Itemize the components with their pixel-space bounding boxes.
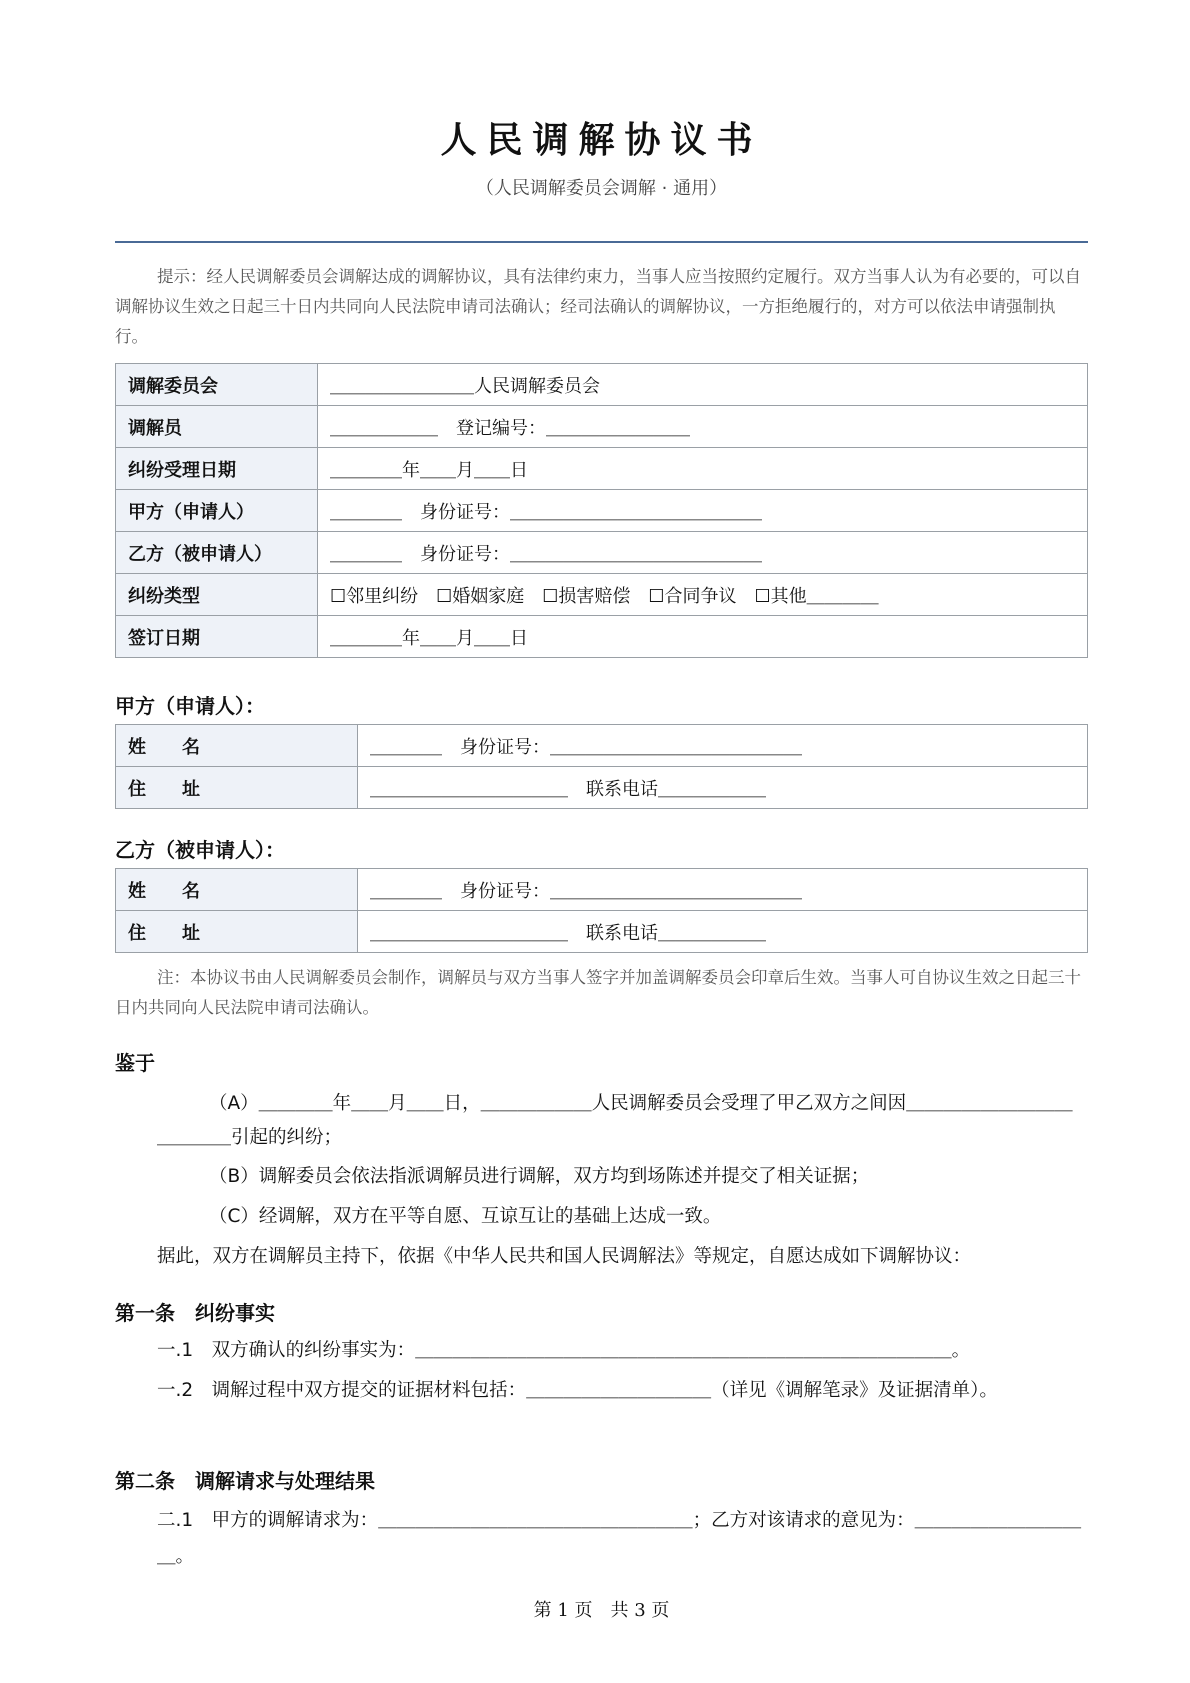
page-footer: 第 1 页 共 3 页 [533,1600,670,1621]
row-value: ＿＿＿＿年＿＿月＿＿日 [318,448,1088,490]
mediation-info-table [115,363,1088,658]
table-row [116,767,1088,809]
row-label: 调解委员会 [116,364,318,406]
whereas-clause-b: （B）调解委员会依法指派调解员进行调解，双方均到场陈述并提交了相关证据； [209,1166,870,1187]
row-value: ＿＿＿＿＿＿＿＿＿＿＿ 联系电话＿＿＿＿＿＿ [358,911,1088,953]
table-row [116,490,1088,532]
article-1-clause-1: 一.1 双方确认的纠纷事实为：＿＿＿＿＿＿＿＿＿＿＿＿＿＿＿＿＿＿＿＿＿＿＿＿＿＿＿＿＿。 [157,1340,971,1361]
table-row [116,574,1088,616]
row-value: ☐邻里纠纷 ☐婚姻家庭 ☐损害赔偿 ☐合同争议 ☐其他＿＿＿＿ [318,574,1088,616]
row-label: 甲方（申请人） [116,490,318,532]
article-2-clause-1: 二.1 甲方的调解请求为：＿＿＿＿＿＿＿＿＿＿＿＿＿＿＿＿＿；乙方对该请求的意见为：＿＿＿＿＿＿＿＿＿＿。 [157,1510,1082,1567]
document-subtitle: （人民调解委员会调解 · 通用） [475,178,728,199]
table-row [116,725,1088,767]
row-label: 姓 名 [116,725,358,767]
table-row [116,869,1088,911]
tip-paragraph: 提示：经人民调解委员会调解达成的调解协议，具有法律约束力，当事人应当按照约定履行。双方当事人认为有必要的，可以自调解协议生效之日起三十日内共同向人民法院申请司法确认；经司法确认的调解协议，一方拒绝履行的，对方可以依法申请强制执行。 [115,267,1081,346]
row-value: ＿＿＿＿ 身份证号：＿＿＿＿＿＿＿＿＿＿＿＿＿＿ [358,725,1088,767]
article-1-clause-2: 一.2 调解过程中双方提交的证据材料包括：＿＿＿＿＿＿＿＿＿＿（详见《调解笔录》及证据清单）。 [157,1380,998,1401]
table-row [116,406,1088,448]
article-1-heading: 第一条 纠纷事实 [115,1301,275,1325]
whereas-heading: 鉴于 [115,1051,155,1075]
row-value: ＿＿＿＿＿＿ 登记编号：＿＿＿＿＿＿＿＿ [318,406,1088,448]
whereas-conclusion: 据此，双方在调解员主持下，依据《中华人民共和国人民调解法》等规定，自愿达成如下调解协议： [157,1246,972,1267]
table-row [116,448,1088,490]
row-value: ＿＿＿＿ 身份证号：＿＿＿＿＿＿＿＿＿＿＿＿＿＿ [318,532,1088,574]
document-title: 人民调解协议书 [440,120,763,161]
note-paragraph: 注：本协议书由人民调解委员会制作，调解员与双方当事人签字并加盖调解委员会印章后生效。当事人可自协议生效之日起三十日内共同向人民法院申请司法确认。 [115,968,1081,1017]
row-label: 住 址 [116,911,358,953]
table-row [116,364,1088,406]
row-label: 姓 名 [116,869,358,911]
row-value: ＿＿＿＿＿＿＿＿人民调解委员会 [318,364,1088,406]
table-row [116,911,1088,953]
row-value: ＿＿＿＿ 身份证号：＿＿＿＿＿＿＿＿＿＿＿＿＿＿ [318,490,1088,532]
party-a-table [115,724,1088,809]
row-label: 住 址 [116,767,358,809]
table-row [116,532,1088,574]
table-row [116,616,1088,658]
party-a-heading: 甲方（申请人）： [115,694,265,718]
row-value: ＿＿＿＿＿＿＿＿＿＿＿ 联系电话＿＿＿＿＿＿ [358,767,1088,809]
article-2-heading: 第二条 调解请求与处理结果 [115,1469,375,1493]
row-label: 签订日期 [116,616,318,658]
row-label: 乙方（被申请人） [116,532,318,574]
row-value: ＿＿＿＿ 身份证号：＿＿＿＿＿＿＿＿＿＿＿＿＿＿ [358,869,1088,911]
row-label: 纠纷类型 [116,574,318,616]
row-label: 调解员 [116,406,318,448]
whereas-clause-a: （A）＿＿＿＿年＿＿月＿＿日，＿＿＿＿＿＿人民调解委员会受理了甲乙双方之间因＿＿＿＿＿＿＿＿＿＿＿＿＿引起的纠纷； [157,1093,1073,1148]
party-b-table [115,868,1088,953]
whereas-clause-c: （C）经调解，双方在平等自愿、互谅互让的基础上达成一致。 [209,1206,722,1227]
party-b-heading: 乙方（被申请人）： [115,838,285,862]
row-label: 纠纷受理日期 [116,448,318,490]
title-divider [115,241,1088,243]
row-value: ＿＿＿＿年＿＿月＿＿日 [318,616,1088,658]
